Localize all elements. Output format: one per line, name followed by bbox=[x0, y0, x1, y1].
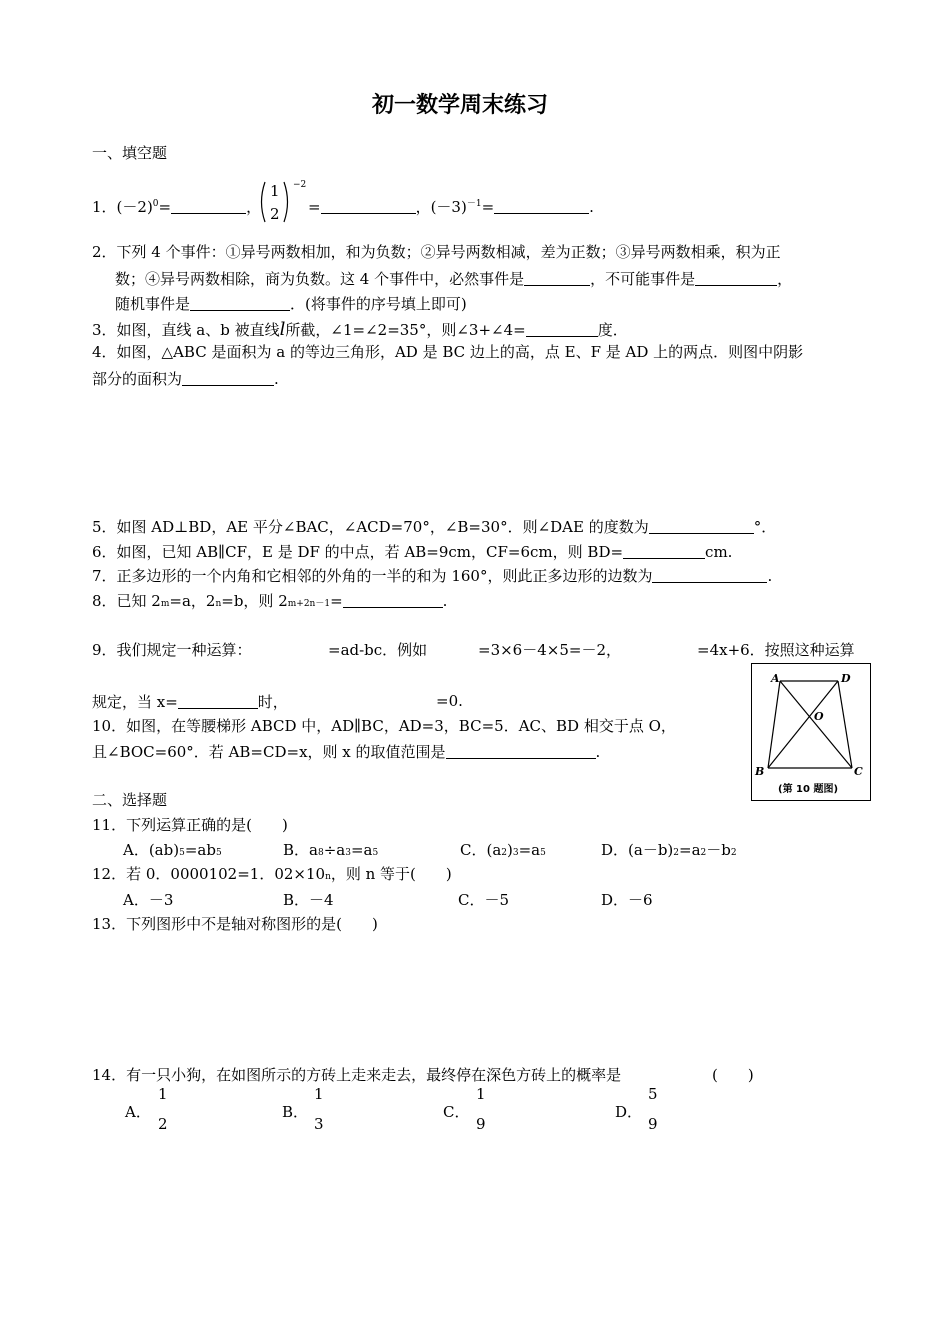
question-9-part-b: =ad-bc．例如 bbox=[328, 641, 428, 659]
option-11-A[interactable]: A．(ab)5=ab5 bbox=[123, 841, 222, 859]
question-9-part-a: 9．我们规定一种运算： bbox=[92, 641, 252, 659]
section-heading-fill-in: 一、填空题 bbox=[92, 144, 168, 162]
option-11-C[interactable]: C．(a2)3=a5 bbox=[460, 841, 546, 859]
question-9-part-c: =3×6－4×5=－2， bbox=[478, 641, 621, 659]
question-9-line2: 规定，当 x= 时， bbox=[92, 693, 288, 711]
question-2-line1: 2．下列 4 个事件：①异号两数相加，和为负数；②异号两数相减，差为正数；③异号两数相乘，积为正 bbox=[92, 243, 781, 261]
label-O: O bbox=[814, 710, 824, 723]
answer-blank[interactable] bbox=[695, 271, 777, 286]
answer-blank[interactable] bbox=[446, 744, 596, 759]
answer-blank[interactable] bbox=[524, 271, 590, 286]
question-4-line1: 4．如图，△ABC 是面积为 a 的等边三角形，AD 是 BC 边上的高，点 E、F 是 AD 上的两点．则图中阴影 bbox=[92, 343, 804, 361]
page-title: 初一数学周末练习 bbox=[372, 93, 549, 118]
answer-blank[interactable] bbox=[182, 371, 274, 386]
question-14: 14．有一只小狗，在如图所示的方砖上走来走去，最终停在深色方砖上的概率是 bbox=[92, 1066, 622, 1084]
answer-blank[interactable] bbox=[649, 519, 754, 534]
section-heading-choice: 二、选择题 bbox=[92, 791, 168, 809]
label-C: C bbox=[854, 765, 863, 778]
answer-blank[interactable] bbox=[526, 322, 598, 337]
figure-10 bbox=[751, 663, 871, 801]
question-9-line2-end: =0. bbox=[436, 692, 463, 710]
question-4-line2: 部分的面积为 . bbox=[92, 370, 279, 388]
answer-blank[interactable] bbox=[321, 199, 416, 214]
answer-blank[interactable] bbox=[171, 199, 246, 214]
answer-blank[interactable] bbox=[178, 694, 258, 709]
option-12-C[interactable]: C．－5 bbox=[458, 891, 510, 909]
question-13: 13．下列图形中不是轴对称图形的是( ) bbox=[92, 915, 378, 933]
question-11: 11．下列运算正确的是( ) bbox=[92, 816, 288, 834]
option-11-D[interactable]: D．(a－b)2=a2－b2 bbox=[601, 841, 737, 859]
question-3: 3．如图，直线 a、b 被直线l所截，∠1=∠2=35°，则∠3+∠4= 度． bbox=[92, 319, 628, 340]
answer-blank[interactable] bbox=[652, 568, 767, 583]
question-1-cont: = ，$(-3)^{-1}=$ . bbox=[308, 198, 594, 216]
label-A: A bbox=[771, 672, 780, 685]
question-2-line3: 随机事件是 ．(将事件的序号填上即可) bbox=[115, 295, 467, 313]
question-8: 8．已知 2m=a，2n=b，则 2m+2n－1= . bbox=[92, 592, 448, 610]
question-12: 12．若 0．0000102=1．02×10n，则 n 等于( ) bbox=[92, 865, 452, 883]
question-9-part-d: =4x+6．按照这种运算 bbox=[697, 641, 855, 659]
option-12-B[interactable]: B．－4 bbox=[283, 891, 334, 909]
figure-caption: (第 10 题图) bbox=[778, 784, 839, 795]
answer-blank[interactable] bbox=[190, 296, 290, 311]
option-12-A[interactable]: A．－3 bbox=[123, 891, 174, 909]
label-B: B bbox=[755, 765, 765, 778]
question-10-line2: 且∠BOC=60°．若 AB=CD=x，则 x 的取值范围是 . bbox=[92, 743, 601, 761]
trapezoid-diagram bbox=[752, 664, 870, 800]
question-10-line1: 10．如图，在等腰梯形 ABCD 中，AD∥BC，AD=3，BC=5．AC、BD 相交于点 O， bbox=[92, 717, 676, 735]
label-D: D bbox=[841, 672, 851, 685]
question-14-paren: ( ) bbox=[712, 1066, 754, 1084]
answer-blank[interactable] bbox=[343, 593, 443, 608]
answer-blank[interactable] bbox=[623, 544, 705, 559]
question-2-line2: 数；④异号两数相除，商为负数。这 4 个事件中，必然事件是 ，不可能事件是 ， bbox=[115, 270, 793, 288]
parentheses bbox=[256, 177, 316, 227]
question-7: 7．正多边形的一个内角和它相邻的外角的一半的和为 160°，则此正多边形的边数为 . bbox=[92, 567, 773, 585]
question-1: 1．$(-2)^0=$ ， bbox=[92, 198, 262, 216]
option-12-D[interactable]: D．－6 bbox=[601, 891, 653, 909]
question-6: 6．如图，已知 AB∥CF，E 是 DF 的中点，若 AB=9cm，CF=6cm，则 BD= cm. bbox=[92, 543, 733, 561]
option-11-B[interactable]: B．a8÷a3=a5 bbox=[283, 841, 379, 859]
answer-blank[interactable] bbox=[494, 199, 589, 214]
question-5: 5．如图 AD⊥BD，AE 平分∠BAC，∠ACD=70°，∠B=30°．则∠DAE 的度数为 °． bbox=[92, 518, 777, 536]
